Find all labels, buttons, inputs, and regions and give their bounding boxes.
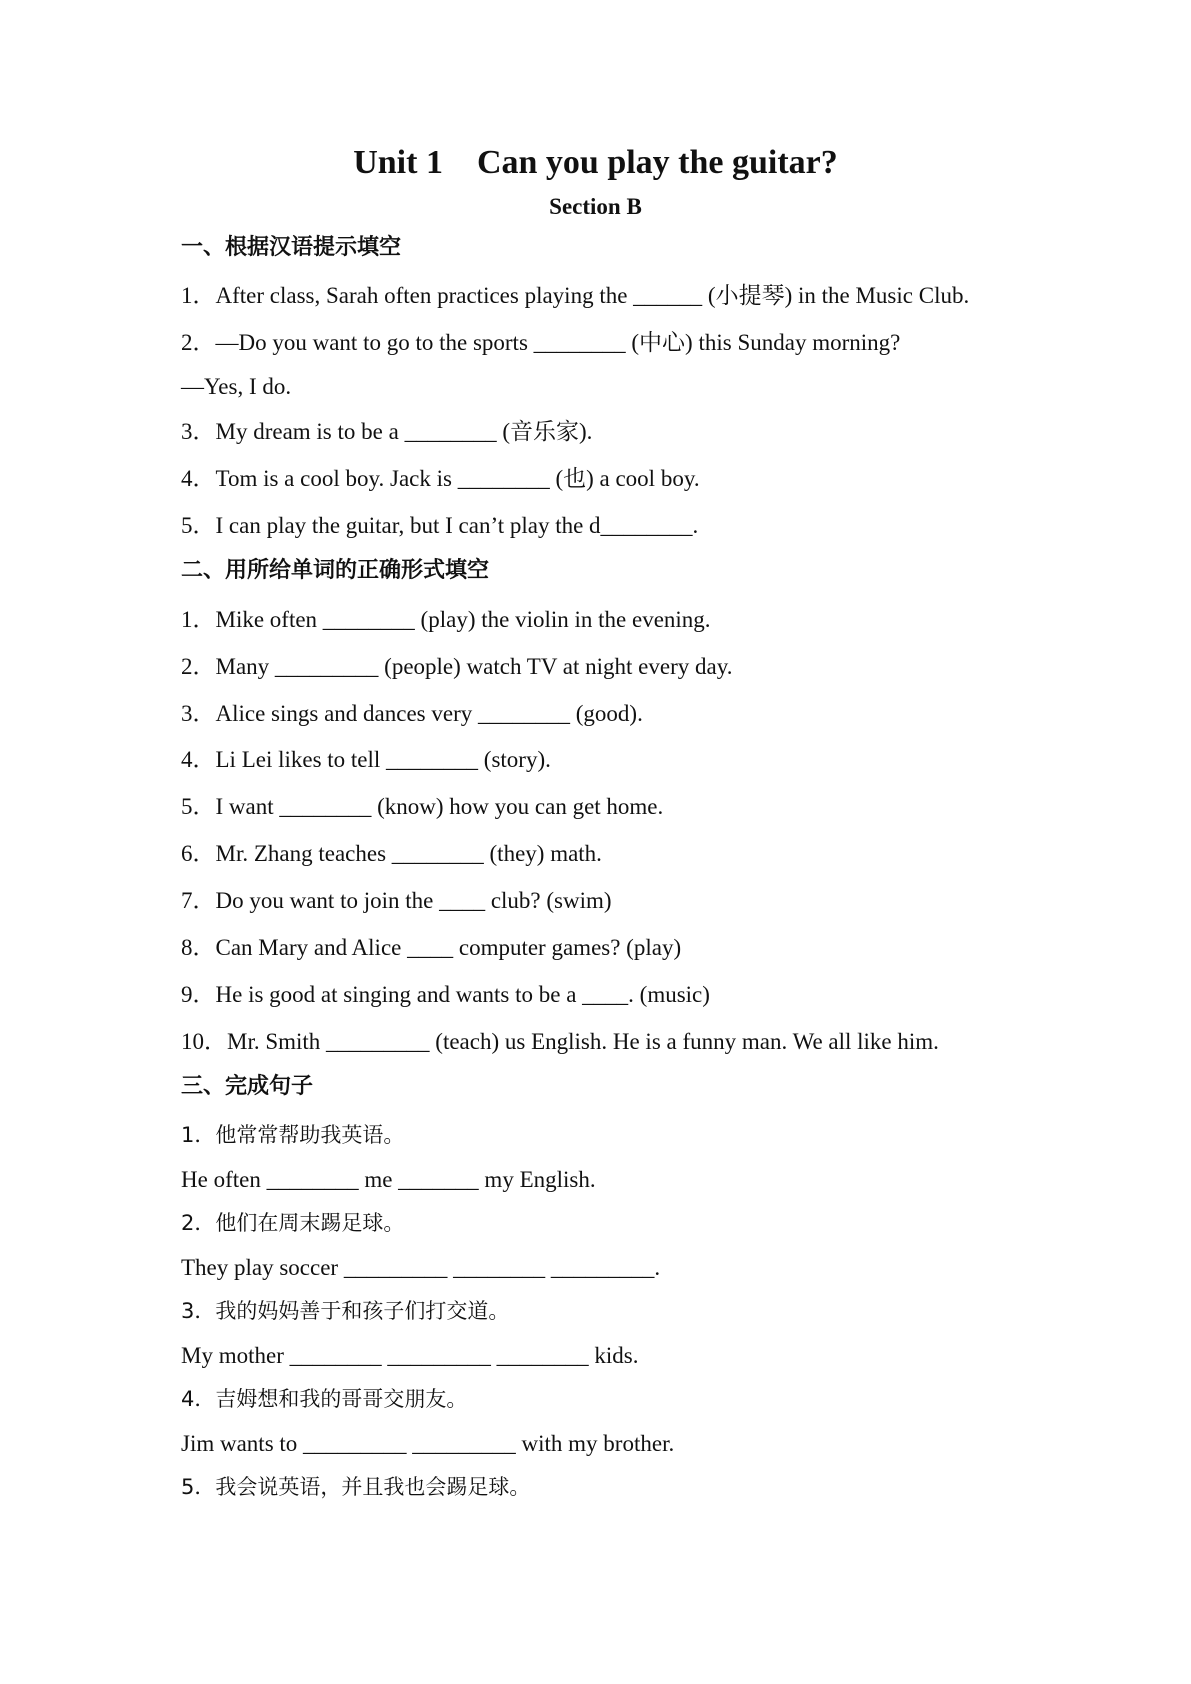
- section-1-item-5: 5．I can play the guitar, but I can’t play the d________.: [181, 513, 699, 538]
- section-1-item-4: 4．Tom is a cool boy. Jack is ________ (也) a cool boy.: [181, 466, 700, 491]
- section-2-heading: 二、用所给单词的正确形式填空: [181, 558, 490, 583]
- section-3-item-1-prompt: 1．他常常帮助我英语。: [181, 1123, 405, 1147]
- section-2-item-7: 7．Do you want to join the ____ club? (swim): [181, 888, 612, 913]
- section-3-item-4-prompt: 4．吉姆想和我的哥哥交朋友。: [181, 1387, 468, 1411]
- page-subtitle: Section B: [549, 194, 642, 219]
- section-3-item-1-sentence: He often ________ me _______ my English.: [181, 1167, 596, 1192]
- section-3-item-2-sentence: They play soccer _________ ________ _________.: [181, 1255, 661, 1280]
- section-2-item-4: 4．Li Lei likes to tell ________ (story).: [181, 747, 551, 772]
- section-3-item-3-prompt: 3．我的妈妈善于和孩子们打交道。: [181, 1299, 510, 1323]
- section-3-heading: 三、完成句子: [181, 1074, 314, 1099]
- section-3-item-5-prompt: 5．我会说英语，并且我也会踢足球。: [181, 1475, 531, 1499]
- section-1-item-1: 1．After class, Sarah often practices playing the ______ (小提琴) in the Music Club.: [181, 283, 970, 308]
- section-1-item-2: 2．—Do you want to go to the sports ________ (中心) this Sunday morning?: [181, 330, 901, 355]
- section-2-item-9: 9．He is good at singing and wants to be a ____. (music): [181, 982, 710, 1007]
- section-3-item-2-prompt: 2．他们在周末踢足球。: [181, 1211, 405, 1235]
- section-2-item-3: 3．Alice sings and dances very ________ (good).: [181, 701, 643, 726]
- section-2-item-1: 1．Mike often ________ (play) the violin in the evening.: [181, 607, 711, 632]
- section-1-item-3: 3．My dream is to be a ________ (音乐家).: [181, 419, 593, 444]
- section-2-item-10: 10．Mr. Smith _________ (teach) us English. He is a funny man. We all like him.: [181, 1029, 939, 1054]
- section-3-item-4-sentence: Jim wants to _________ _________ with my brother.: [181, 1431, 675, 1456]
- section-1-item-2-answer: —Yes, I do.: [181, 374, 292, 399]
- section-2-item-8: 8．Can Mary and Alice ____ computer games? (play): [181, 935, 682, 960]
- section-2-item-5: 5．I want ________ (know) how you can get home.: [181, 794, 664, 819]
- section-2-item-2: 2．Many _________ (people) watch TV at night every day.: [181, 654, 733, 679]
- section-3-item-3-sentence: My mother ________ _________ ________ kids.: [181, 1343, 639, 1368]
- page-title: Unit 1 Can you play the guitar?: [353, 144, 838, 181]
- section-1-heading: 一、根据汉语提示填空: [181, 235, 402, 260]
- section-2-item-6: 6．Mr. Zhang teaches ________ (they) math.: [181, 841, 602, 866]
